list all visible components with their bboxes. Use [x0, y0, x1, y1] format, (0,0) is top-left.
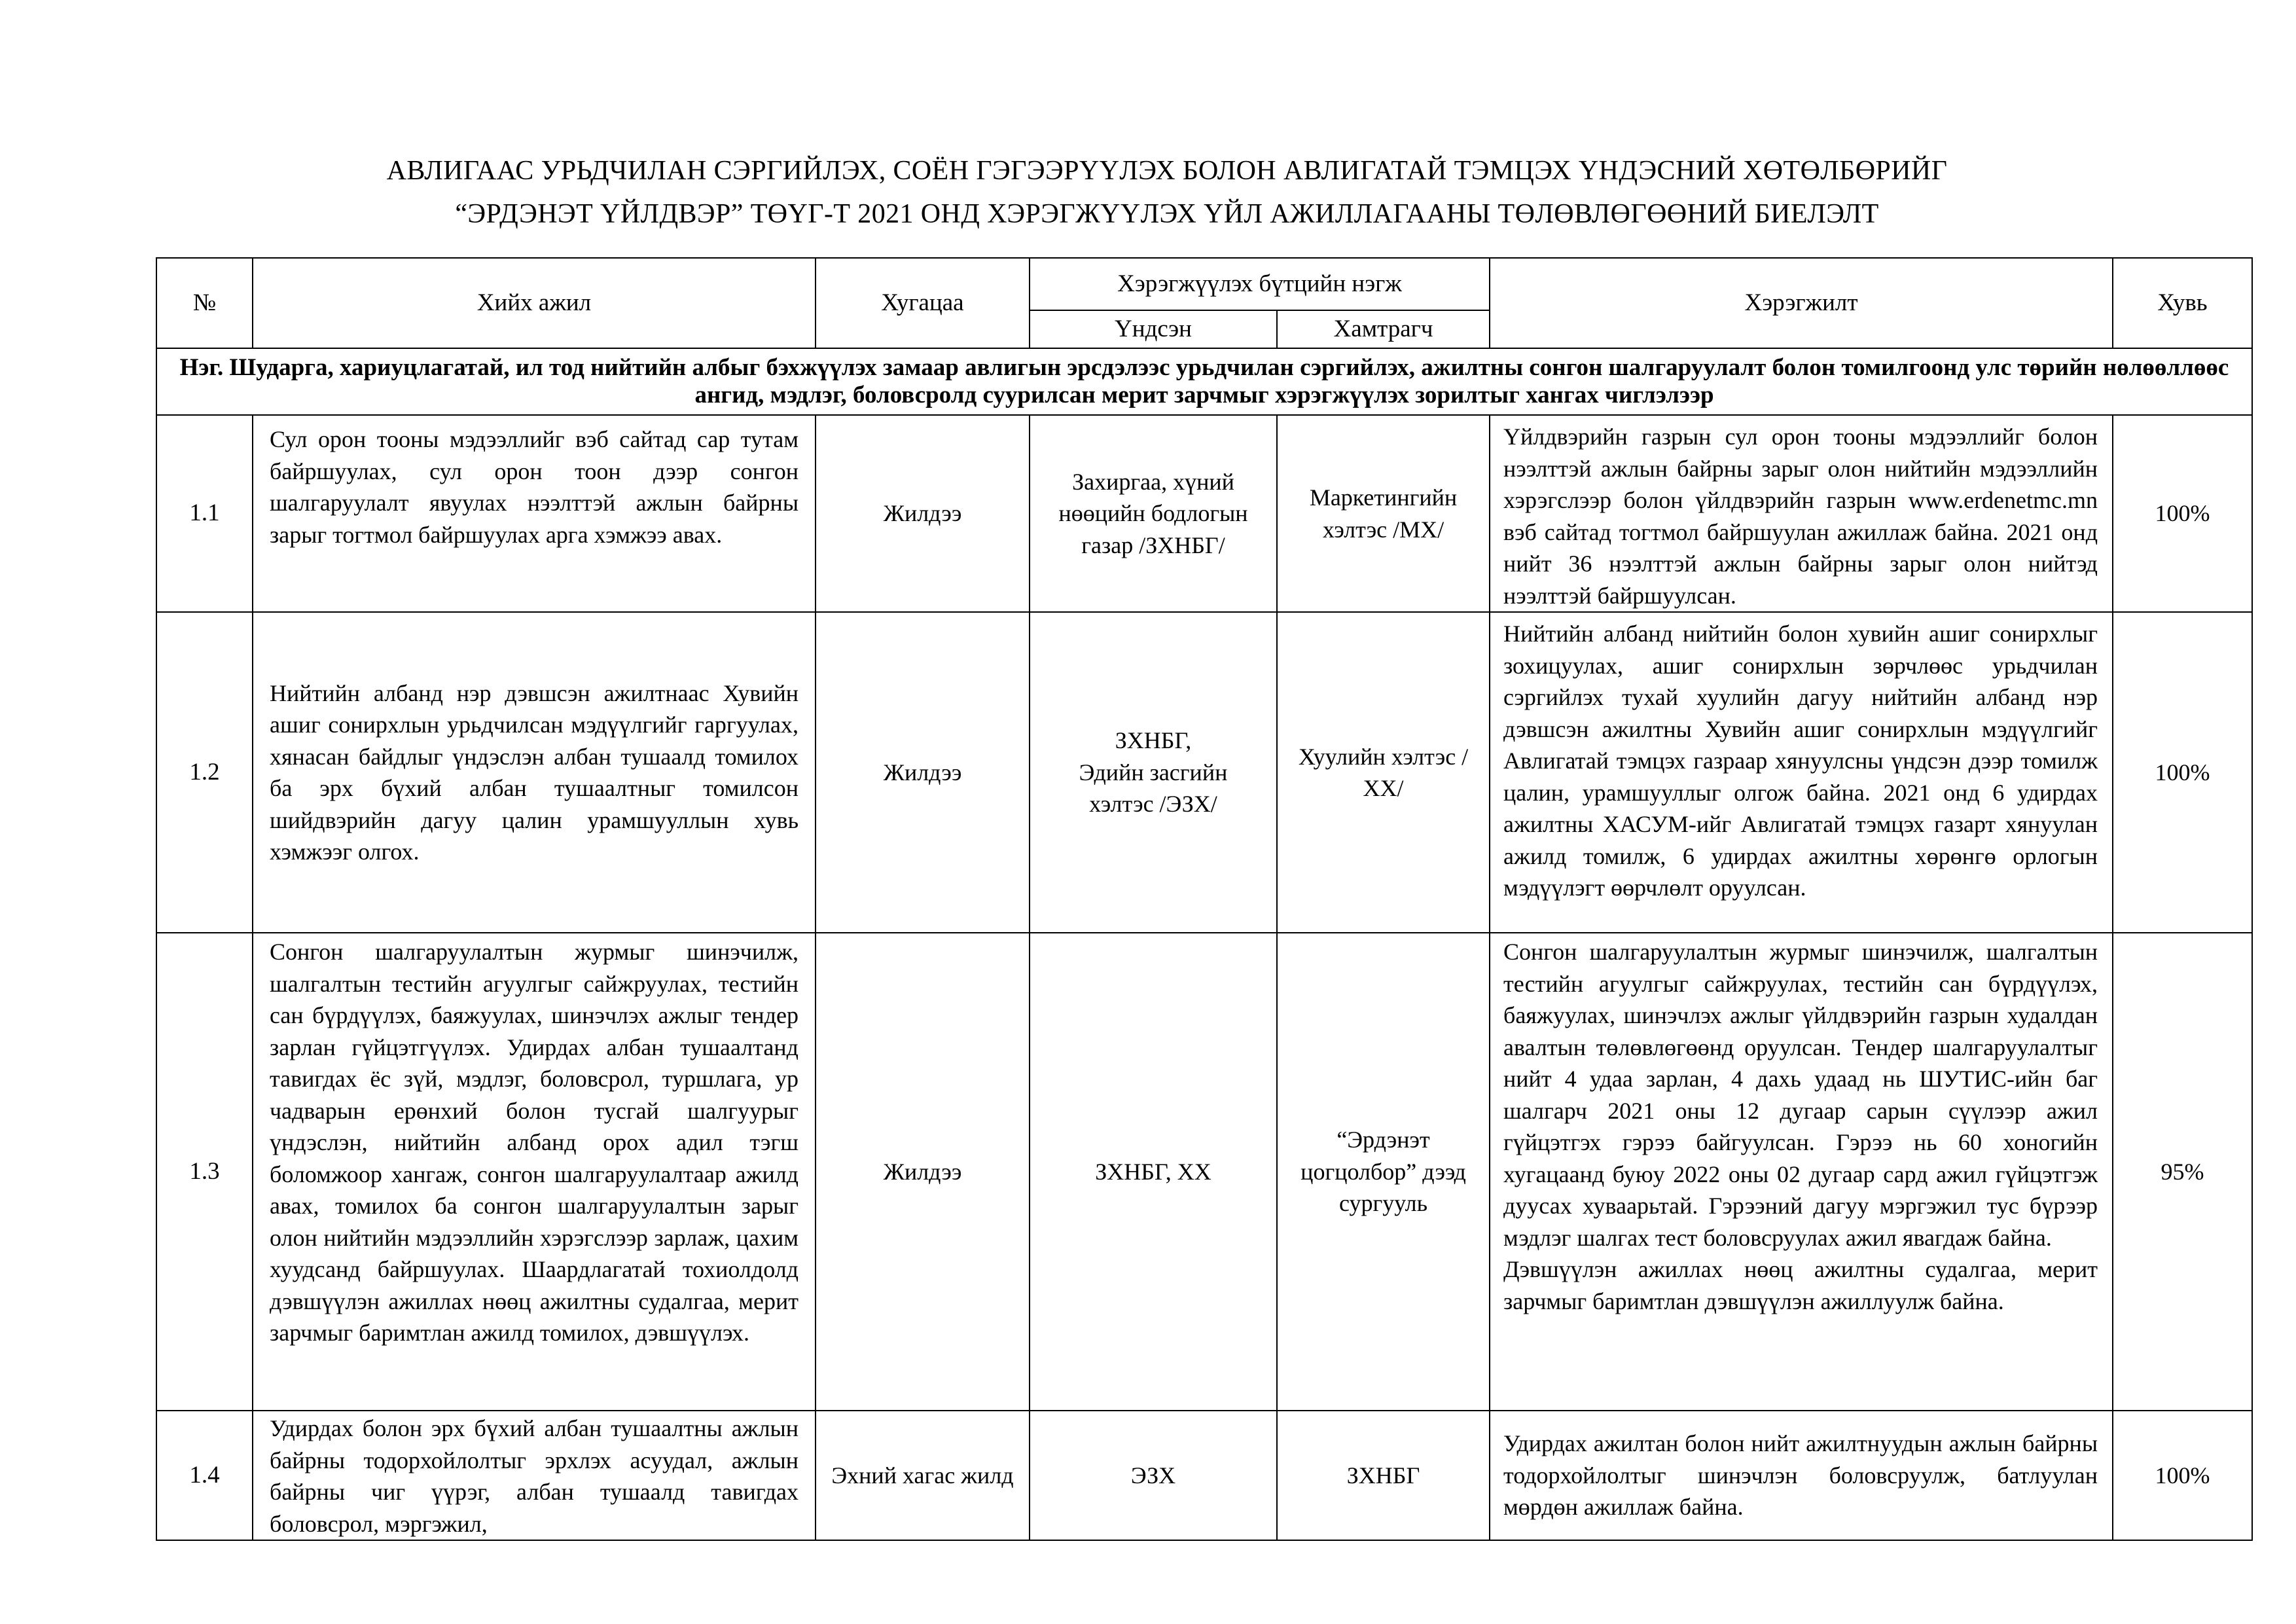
header-num: №	[156, 258, 253, 348]
percent-cell: 100%	[2113, 1411, 2252, 1540]
partner-unit-cell: “Эрдэнэт цогцолбор” дээд сургууль	[1277, 933, 1490, 1411]
result-cell: Үйлдвэрийн газрын сул орон тооны мэдээллийг болон нээлттэй ажлын байрны зарыг олон нийтийн мэдээллийн хэрэгслээр болон үйлдвэрийн газрын www.erdenetmc.mn вэб сайтад тогтмол байршуулан ажиллаж байна. 2021 онд нийт 36 нээлттэй ажлын байрны зарыг олон нийтэд нээлттэй байршуулсан.	[1490, 415, 2113, 612]
partner-unit-cell: ЗХНБГ	[1277, 1411, 1490, 1540]
table-row	[156, 1411, 2252, 1540]
header-deadline: Хугацаа	[816, 258, 1030, 348]
row-number: 1.4	[156, 1411, 253, 1540]
main-unit-line-1: ЗХНБГ,	[1115, 727, 1192, 754]
main-unit-line-2: Эдийн засгийн хэлтэс /ЭЗХ/	[1079, 759, 1228, 818]
result-cell: Удирдах ажилтан болон нийт ажилтнуудын ажлын байрны тодорхойлолтыг шинэчлэн боловсруулж, батлуулан мөрдөн ажиллаж байна.	[1490, 1411, 2113, 1540]
section-row	[156, 348, 2252, 415]
header-task: Хийх ажил	[253, 258, 816, 348]
main-unit-cell	[1030, 612, 1277, 933]
header-partner: Хамтрагч	[1277, 310, 1490, 348]
document-title	[156, 149, 2178, 236]
deadline-cell: Эхний хагас жилд	[816, 1411, 1030, 1540]
title-line-2: “ЭРДЭНЭТ ҮЙЛДВЭР” ТӨҮГ-Т 2021 ОНД ХЭРЭГЖҮҮЛЭХ ҮЙЛ АЖИЛЛАГААНЫ ТӨЛӨВЛӨГӨӨНИЙ БИЕЛЭЛТ	[455, 199, 1879, 229]
task-cell: Удирдах болон эрх бүхий албан тушаалтны ажлын байрны тодорхойлолтыг эрхлэх асуудал, ажлын байрны чиг үүрэг, албан тушаалд тавигдах боловсрол, мэргэжил,	[253, 1411, 816, 1540]
header-unit: Хэрэгжүүлэх бүтцийн нэгж	[1030, 258, 1490, 310]
deadline-cell: Жилдээ	[816, 415, 1030, 612]
deadline-cell: Жилдээ	[816, 933, 1030, 1411]
result-paragraph-1: Сонгон шалгаруулалтын журмыг шинэчилж, шалгалтын тестийн агуулгыг сайжруулах, тестийн сан бүрдүүлэх, баяжуулах, шинэчлэх ажлыг үйлдвэрийн газрын худалдан авалтын төлөвлөгөөнд оруулсан. Тендер шалгаруулалтыг нийт 4 удаа зарлан, 4 дахь удаад нь ШУТИС-ийн баг шалгарч 2021 оны 12 дугаар сарын сүүлээр ажил гүйцэтгэх гэрээ байгуулсан. Гэрээ нь 60 хоногийн хугацаанд буюу 2022 оны 02 дугаар сард ажил гүйцэтгэж дуусах хуваарьтай. Гэрээний дагуу мэргэжил тус бүрээр мэдлэг шалгах тест боловсруулах ажил явагдаж байна.	[1503, 939, 2098, 1251]
partner-unit-cell: Маркетингийн хэлтэс /МХ/	[1277, 415, 1490, 612]
deadline-cell: Жилдээ	[816, 612, 1030, 933]
result-cell	[1490, 933, 2113, 1411]
implementation-table	[156, 257, 2253, 1541]
header-main: Үндсэн	[1030, 310, 1277, 348]
section-heading: Нэг. Шударга, хариуцлагатай, ил тод нийтийн албыг бэхжүүлэх замаар авлигын эрсдэлээс урьдчилан сэргийлэх, ажилтны сонгон шалгаруулалт болон томилгоонд улс төрийн нөлөөллөөс ангид, мэдлэг, боловсролд суурилсан мерит зарчмыг хэрэгжүүлэх зорилтыг хангах чиглэлээр	[156, 348, 2252, 415]
title-line-1: АВЛИГААС УРЬДЧИЛАН СЭРГИЙЛЭХ, СОЁН ГЭГЭЭРҮҮЛЭХ БОЛОН АВЛИГАТАЙ ТЭМЦЭХ ҮНДЭСНИЙ ХӨТӨЛБӨРИЙГ	[386, 156, 1948, 186]
task-cell: Сул орон тооны мэдээллийг вэб сайтад сар тутам байршуулах, сул орон тоон дээр сонгон шалгаруулалт явуулах нээлттэй ажлын байрны зарыг тогтмол байршуулах арга хэмжээ авах.	[253, 415, 816, 612]
task-cell: Нийтийн албанд нэр дэвшсэн ажилтнаас Хувийн ашиг сонирхлын урьдчилсан мэдүүлгийг гаргуулах, хянасан байдлыг үндэслэн албан тушаалд томилох ба эрх бүхий албан тушаалтныг томилсон шийдвэрийн дагуу цалин урамшууллын хувь хэмжээг олгох.	[253, 612, 816, 933]
result-paragraph-2: Дэвшүүлэн ажиллах нөөц ажилтны судалгаа, мерит зарчмыг баримтлан дэвшүүлэн ажиллуулж байна.	[1503, 1256, 2098, 1314]
task-cell: Сонгон шалгаруулалтын журмыг шинэчилж, шалгалтын тестийн агуулгыг сайжруулах, тестийн сан бүрдүүлэх, баяжуулах, шинэчлэх ажлыг тендер зарлан гүйцэтгүүлэх. Удирдах албан тушаалтанд тавигдах ёс зүй, мэдлэг, боловсрол, туршлага, ур чадварын ерөнхий болон тусгай шалгуурыг үндэслэн, нийтийн албанд орох адил тэгш боломжоор хангаж, сонгон шалгаруулалтаар ажилд авах, томилох ба сонгон шалгаруулалтын зарыг олон нийтийн мэдээллийн хэрэгслээр зарлаж, цахим хуудсанд байршуулах. Шаардлагатай тохиолдолд дэвшүүлэн ажиллах нөөц ажилтны судалгаа, мерит зарчмыг баримтлан ажилд томилох, дэвшүүлэх.	[253, 933, 816, 1411]
percent-cell: 100%	[2113, 612, 2252, 933]
percent-cell: 95%	[2113, 933, 2252, 1411]
header-percent: Хувь	[2113, 258, 2252, 348]
table-row	[156, 415, 2252, 612]
partner-unit-cell: Хуулийн хэлтэс /ХХ/	[1277, 612, 1490, 933]
row-number: 1.2	[156, 612, 253, 933]
table-row	[156, 933, 2252, 1411]
table-header-row	[156, 258, 2252, 310]
header-result: Хэрэгжилт	[1490, 258, 2113, 348]
row-number: 1.3	[156, 933, 253, 1411]
table-row	[156, 612, 2252, 933]
row-number: 1.1	[156, 415, 253, 612]
main-unit-cell: ЗХНБГ, ХХ	[1030, 933, 1277, 1411]
result-cell: Нийтийн албанд нийтийн болон хувийн ашиг сонирхлыг зохицуулах, ашиг сонирхлын зөрчлөөс урьдчилан сэргийлэх тухай хуулийн дагуу нийтийн албанд нэр дэвшсэн ажилтны Хувийн ашиг сонирхлын мэдүүлгийг Авлигатай тэмцэх газраар хянуулсны үндсэн дээр томилж цалин, урамшууллыг олгож байна. 2021 онд 6 удирдах ажилтны ХАСУМ-ийг Авлигатай тэмцэх газарт хянуулан ажилд томилж, 6 удирдах ажилтны хөрөнгө орлогын мэдүүлэгт өөрчлөлт оруулсан.	[1490, 612, 2113, 933]
main-unit-cell: Захиргаа, хүний нөөцийн бодлогын газар /ЗХНБГ/	[1030, 415, 1277, 612]
percent-cell: 100%	[2113, 415, 2252, 612]
main-unit-cell: ЭЗХ	[1030, 1411, 1277, 1540]
